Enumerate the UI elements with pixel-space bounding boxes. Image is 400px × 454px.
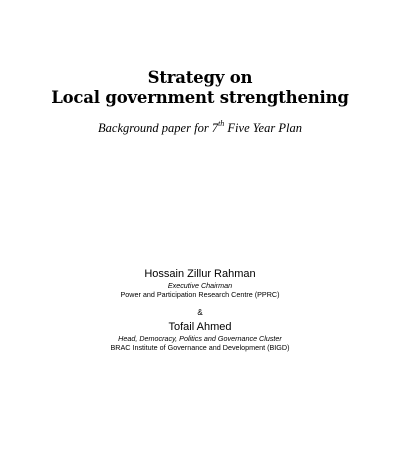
- author-separator: &: [197, 308, 203, 317]
- subtitle-superscript: th: [218, 118, 225, 128]
- author-block-2: [0, 321, 400, 352]
- subtitle-suffix: Five Year Plan: [224, 121, 302, 135]
- author-name: Hossain Zillur Rahman: [144, 268, 256, 280]
- title-line-1: Strategy on: [147, 68, 253, 87]
- author-organization: Power and Participation Research Centre (PPRC): [120, 290, 280, 299]
- subtitle-prefix: Background paper for 7: [98, 121, 219, 135]
- author-organization: BRAC Institute of Governance and Development (BIGD): [110, 343, 290, 352]
- author-block-1: [0, 268, 400, 299]
- subtitle: [0, 120, 400, 136]
- title-line-2: Local government strengthening: [51, 88, 349, 107]
- author-name: Tofail Ahmed: [168, 321, 232, 333]
- author-role: Executive Chairman: [167, 281, 233, 290]
- author-role: Head, Democracy, Politics and Governance Cluster: [118, 334, 282, 343]
